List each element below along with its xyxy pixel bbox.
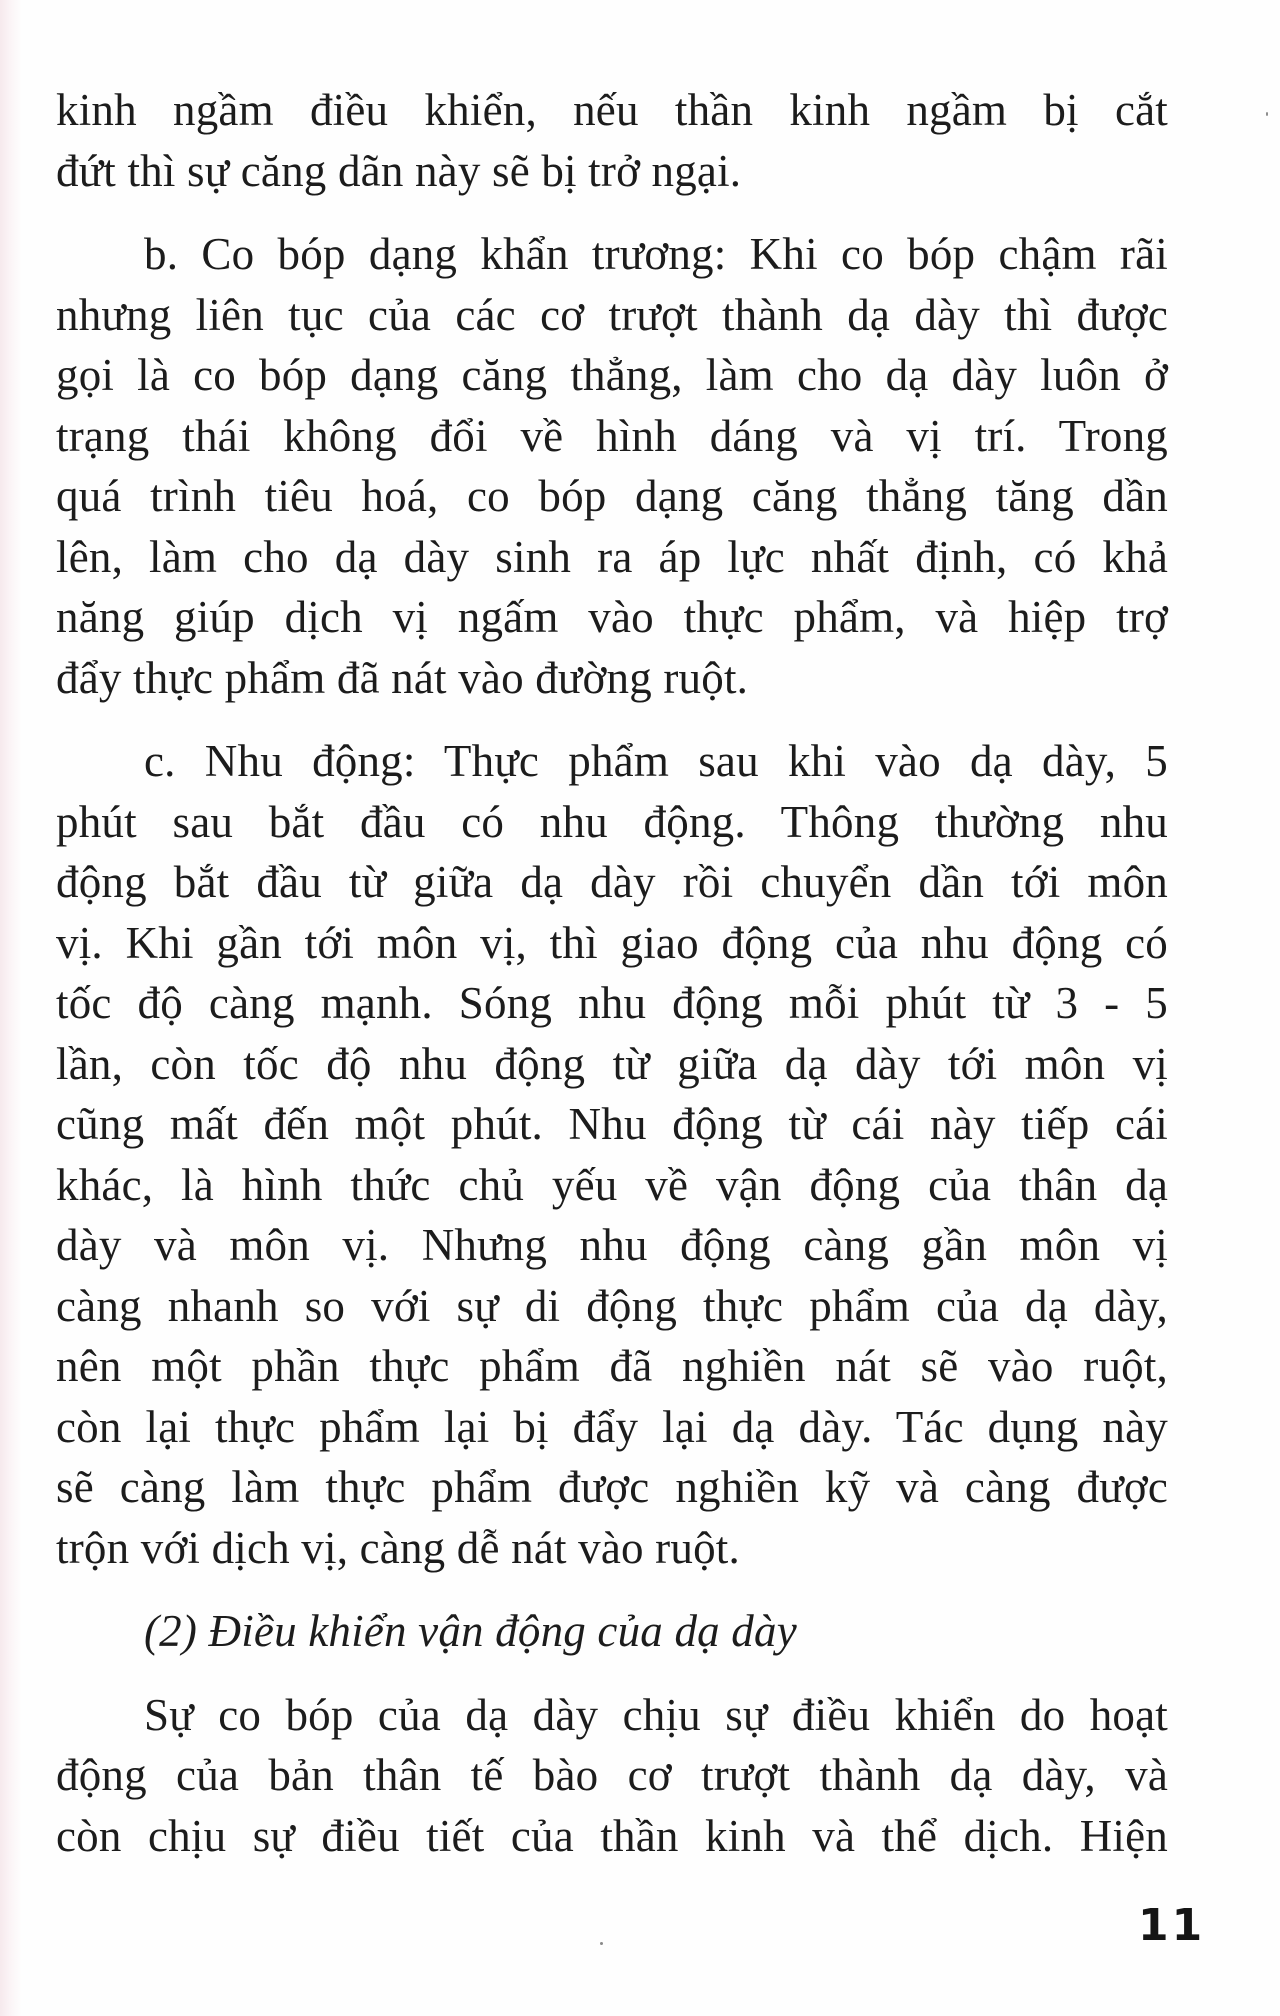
text-line: tốc độ càng mạnh. Sóng nhu động mỗi phút từ 3 - 5 bbox=[56, 978, 1168, 1028]
page-edge-shadow bbox=[0, 0, 22, 2016]
text-line: khác, là hình thức chủ yếu về vận động của thân dạ bbox=[56, 1159, 1168, 1210]
text-line: Sự co bóp của dạ dày chịu sự điều khiển do hoạt bbox=[144, 1689, 1168, 1740]
paragraph-b-tonic-contraction bbox=[56, 224, 1168, 708]
text-line: gọi là co bóp dạng căng thẳng, làm cho dạ dày luôn ở bbox=[56, 350, 1168, 400]
text-line: quá trình tiêu hoá, co bóp dạng căng thẳng tăng dần bbox=[56, 471, 1168, 521]
section-heading-text: (2) Điều khiển vận động của dạ dày bbox=[144, 1606, 797, 1656]
text-line: trạng thái không đổi về hình dáng và vị trí. Trong bbox=[56, 410, 1168, 461]
text-line: b. Co bóp dạng khẩn trương: Khi co bóp chậm rãi bbox=[144, 229, 1168, 279]
text-line: lần, còn tốc độ nhu động từ giữa dạ dày tới môn vị bbox=[56, 1038, 1168, 1089]
text-line: càng nhanh so với sự di động thực phẩm của dạ dày, bbox=[56, 1280, 1168, 1331]
paragraph-continuation bbox=[56, 80, 1168, 201]
paragraph-stomach-control bbox=[56, 1685, 1168, 1867]
text-line: nên một phần thực phẩm đã nghiền nát sẽ vào ruột, bbox=[56, 1341, 1168, 1391]
text-line: phút sau bắt đầu có nhu động. Thông thường nhu bbox=[56, 796, 1168, 847]
book-page-text bbox=[56, 80, 1168, 1889]
text-line: còn chịu sự điều tiết của thần kinh và thể dịch. Hiện bbox=[56, 1810, 1168, 1861]
text-line: vị. Khi gần tới môn vị, thì giao động của nhu động có bbox=[56, 917, 1168, 968]
text-line: năng giúp dịch vị ngấm vào thực phẩm, và hiệp trợ bbox=[56, 592, 1168, 642]
text-line: động của bản thân tế bào cơ trượt thành dạ dày, và bbox=[56, 1750, 1168, 1800]
text-line: trộn với dịch vị, càng dễ nát vào ruột. bbox=[56, 1522, 740, 1573]
text-line: đẩy thực phẩm đã nát vào đường ruột. bbox=[56, 652, 749, 703]
text-line: cũng mất đến một phút. Nhu động từ cái này tiếp cái bbox=[56, 1099, 1168, 1149]
text-line: còn lại thực phẩm lại bị đẩy lại dạ dày. Tác dụng này bbox=[56, 1401, 1168, 1452]
page-number: 11 bbox=[1138, 1900, 1206, 1951]
text-line: đứt thì sự căng dãn này sẽ bị trở ngại. bbox=[56, 145, 742, 196]
text-line: sẽ càng làm thực phẩm được nghiền kỹ và càng được bbox=[56, 1462, 1168, 1512]
text-line: kinh ngầm điều khiển, nếu thần kinh ngầm bị cắt bbox=[56, 85, 1168, 135]
scan-speck bbox=[1266, 112, 1268, 116]
text-line: nhưng liên tục của các cơ trượt thành dạ dày thì được bbox=[56, 289, 1168, 340]
text-line: lên, làm cho dạ dày sinh ra áp lực nhất định, có khả bbox=[56, 531, 1168, 582]
section-heading bbox=[56, 1601, 1168, 1662]
paragraph-c-peristalsis bbox=[56, 731, 1168, 1578]
text-line: dày và môn vị. Nhưng nhu động càng gần môn vị bbox=[56, 1220, 1168, 1270]
text-line: c. Nhu động: Thực phẩm sau khi vào dạ dày, 5 bbox=[144, 736, 1168, 786]
scan-speck bbox=[600, 1942, 603, 1945]
text-line: động bắt đầu từ giữa dạ dày rồi chuyển dần tới môn bbox=[56, 857, 1168, 907]
